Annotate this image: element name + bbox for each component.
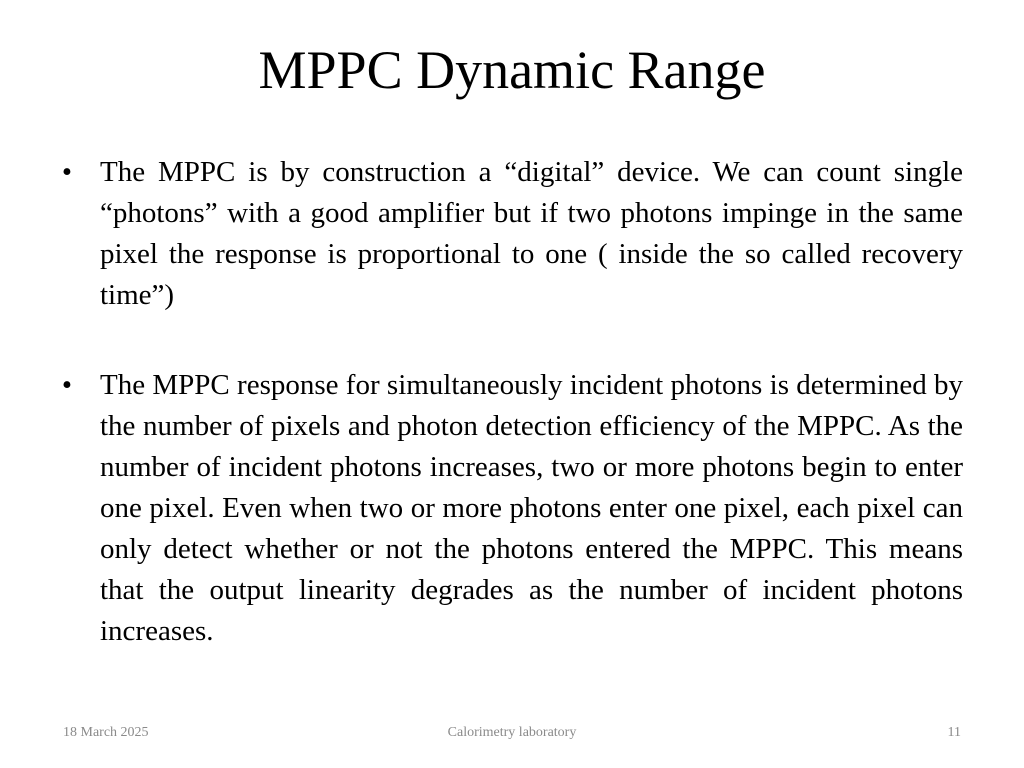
bullet-item-2 — [57, 365, 963, 652]
slide-title: MPPC Dynamic Range — [258, 40, 766, 100]
bullet-text-2: The MPPC response for simultaneously incident photons is determined by the number of pixels and photon detection efficiency of the MPPC. As the number of incident photons increases, two or more photons begin to enter one pixel. Even when two or more photons enter one pixel, each pixel can only detect whether or not the photons entered the MPPC. This means that the output linearity degrades as the number of incident photons increases. — [100, 369, 963, 647]
bullet-list — [57, 152, 963, 652]
bullet-dot-icon: • — [61, 156, 73, 188]
footer-title: Calorimetry laboratory — [447, 725, 577, 740]
bullet-dot-icon: • — [61, 369, 73, 401]
bullet-item-1 — [57, 152, 963, 316]
bullet-text-1: The MPPC is by construction a “digital” device. We can count single “photons” with a good amplifier but if two photons impinge in the same pixel the response is proportional to one ( inside the so called recovery time”) — [100, 156, 963, 311]
footer-date: 18 March 2025 — [63, 725, 149, 740]
page-number: 11 — [947, 725, 961, 740]
